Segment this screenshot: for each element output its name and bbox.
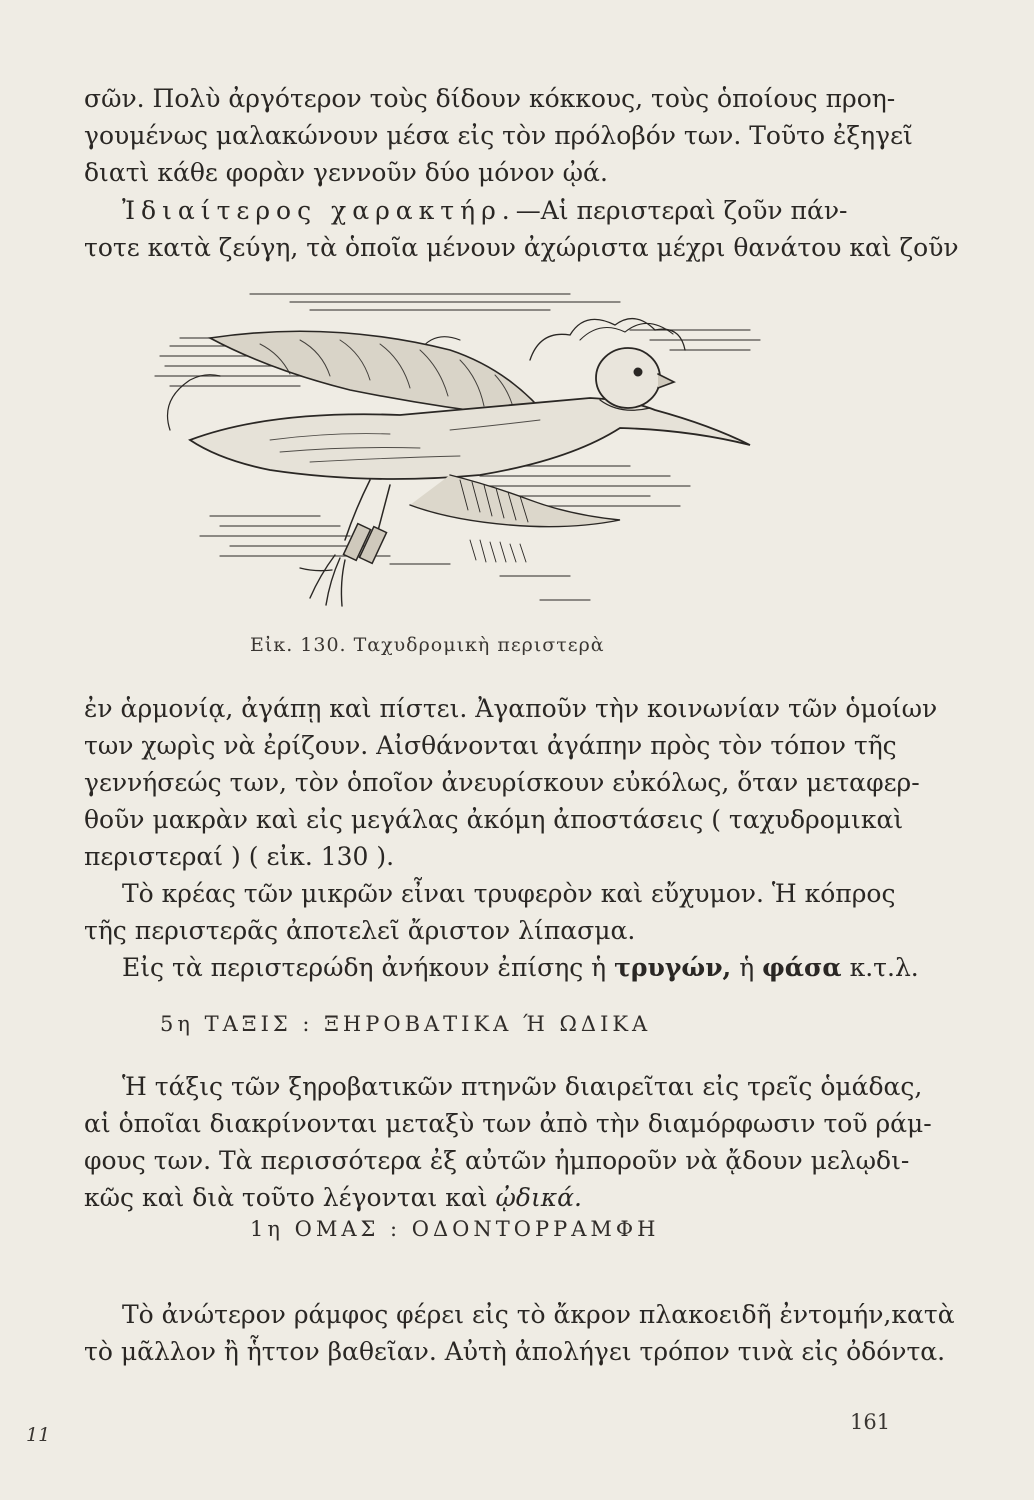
text-line: θοῦν μακρὰν καὶ εἰς μεγάλας ἀκόμη ἀποστάσεις ( ταχυδρομικαὶ — [84, 805, 904, 834]
paragraph-special-character — [84, 192, 959, 266]
text-run: κῶς καὶ διὰ τοῦτο λέγονται καὶ — [84, 1183, 496, 1212]
text-line: Τὸ κρέας τῶν μικρῶν εἶναι τρυφερὸν καὶ εὔχυμον. Ἡ κόπρος — [122, 879, 896, 908]
text-line: αἱ ὁποῖαι διακρίνονται μεταξὺ των ἀπὸ τὴν διαμόρφωσιν τοῦ ράμ- — [84, 1109, 932, 1138]
text-run: ἡ — [731, 953, 763, 982]
paragraph-harmony — [84, 690, 938, 875]
text-line: τῆς περιστερᾶς ἀποτελεῖ ἄριστον λίπασμα. — [84, 916, 636, 945]
section-heading: 5η ΤΑΞΙΣ : ΞΗΡΟΒΑΤΙΚΑ Ή ΩΔΙΚΑ — [160, 1012, 652, 1036]
text-line: σῶν. Πολὺ ἀργότερον τοὺς δίδουν κόκκους, τοὺς ὁποίους προη- — [84, 84, 896, 113]
text-line: περιστεραί ) ( εἰκ. 130 ). — [84, 842, 395, 871]
bold-term-turtledove: τρυγών, — [614, 953, 732, 982]
text-line: διατὶ κάθε φορὰν γεννοῦν δύο μόνον ᾠά. — [84, 158, 608, 187]
text-line: γεννήσεώς των, τὸν ὁποῖον ἀνευρίσκουν εὐκόλως, ὅταν μεταφερ- — [84, 768, 920, 797]
text-run: —Αἱ περιστεραὶ ζοῦν πάν- — [515, 196, 848, 225]
text-line: Τὸ ἀνώτερον ράμφος φέρει εἰς τὸ ἄκρον πλακοειδῆ ἐντομήν,κατὰ — [122, 1300, 955, 1329]
text-line — [84, 192, 894, 229]
text-line: τὸ μᾶλλον ἢ ἧττον βαθεῖαν. Αὐτὴ ἀπολήγει τρόπον τινὰ εἰς ὀδόντα. — [84, 1337, 946, 1366]
figure-caption: Εἰκ. 130. Ταχυδρομικὴ περιστερὰ — [250, 634, 605, 656]
text-line: φους των. Τὰ περισσότερα ἐξ αὐτῶν ἠμποροῦν νὰ ᾄδουν μελῳδι- — [84, 1146, 910, 1175]
text-line: τοτε κατὰ ζεύγη, τὰ ὁποῖα μένουν ἀχώριστα μέχρι θανάτου καὶ ζοῦν — [84, 233, 959, 262]
group-heading: 1η ΟΜΑΣ : ΟΔΟΝΤΟΡΡΑΜΦΗ — [250, 1217, 660, 1241]
signature-mark: 11 — [26, 1424, 51, 1446]
spaced-lead-heading: Ἰδιαίτερος χαρακτήρ. — [122, 196, 516, 225]
text-line: Ἡ τάξις τῶν ξηροβατικῶν πτηνῶν διαιρεῖται εἰς τρεῖς ὁμάδας, — [122, 1072, 923, 1101]
text-run: Εἰς τὰ περιστερώδη ἀνήκουν ἐπίσης ἡ — [122, 953, 615, 982]
paragraph-pigeon-feeding — [84, 80, 913, 191]
text-line: των χωρὶς νὰ ἐρίζουν. Αἰσθάνονται ἀγάπην πρὸς τὸν τόπον τῆς — [84, 731, 897, 760]
paragraph-related-species — [84, 949, 919, 986]
paragraph-order-description — [84, 1068, 932, 1216]
bold-term-woodpigeon: φάσα — [762, 953, 842, 982]
paragraph-meat — [84, 875, 894, 949]
page-number: 161 — [850, 1410, 891, 1434]
text-line — [84, 1179, 894, 1216]
text-line: γουμένως μαλακώνουν μέσα εἰς τὸν πρόλοβόν των. Τοῦτο ἐξηγεῖ — [84, 121, 913, 150]
paragraph-beak — [84, 1296, 955, 1370]
italic-term: ᾠδικά. — [495, 1183, 582, 1212]
text-run: κ.τ.λ. — [841, 953, 919, 982]
carrier-pigeon-illustration — [150, 280, 770, 630]
text-line — [84, 949, 919, 986]
text-line: ἐν ἁρμονίᾳ, ἀγάπῃ καὶ πίστει. Ἀγαποῦν τὴν κοινωνίαν τῶν ὁμοίων — [84, 694, 938, 723]
